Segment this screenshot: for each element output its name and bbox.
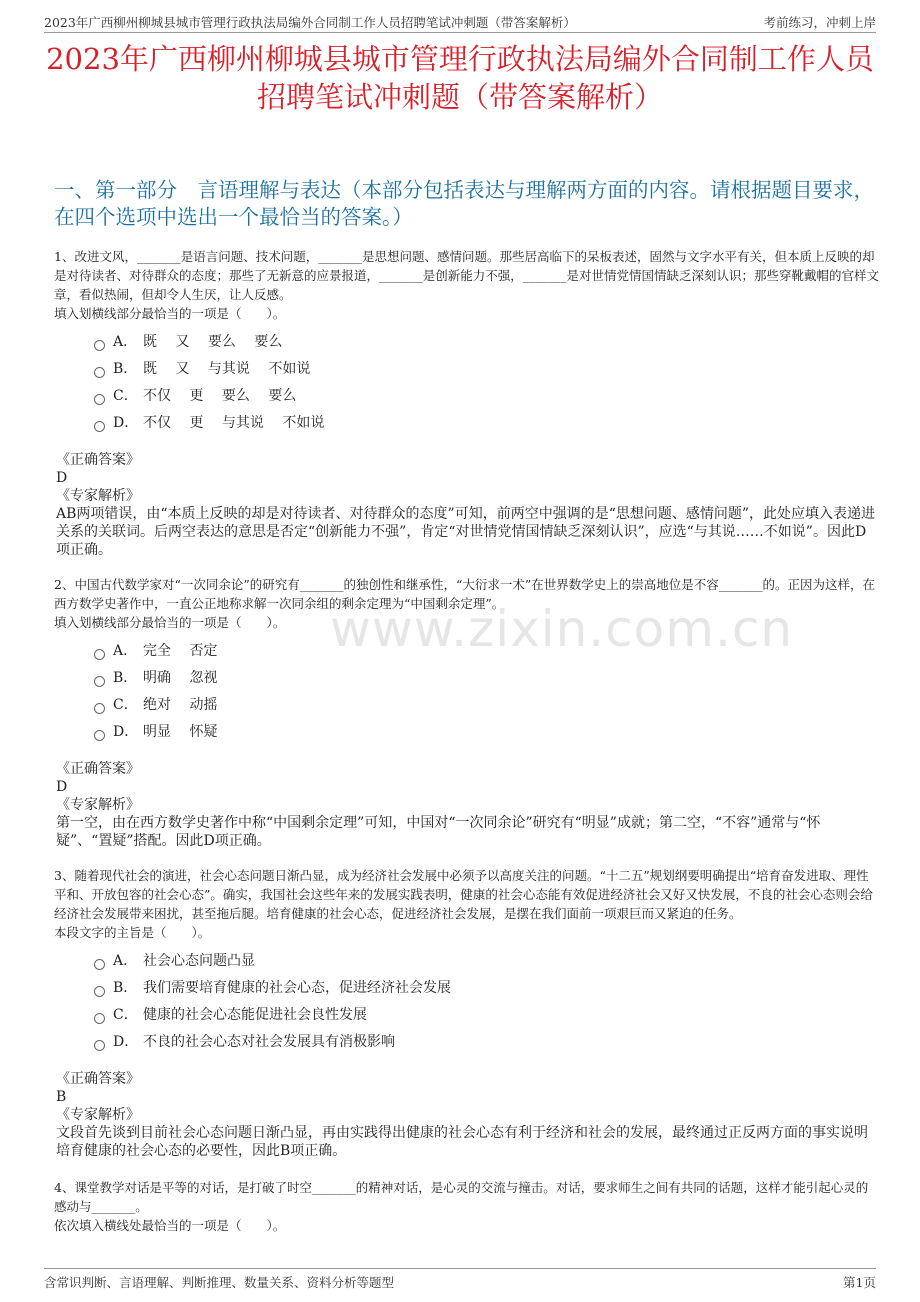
option-a[interactable] [94, 638, 880, 665]
answer-value: D [56, 470, 68, 486]
page-footer [44, 1268, 876, 1291]
radio-icon[interactable] [94, 367, 105, 378]
option-text: 既 又 与其说 不如说 [143, 361, 311, 377]
analysis-text: AB两项错误，由“本质上反映的却是对待读者、对待群众的态度”可知，前两空中强调的是“思想问题、感情问题”，此处应填入表递进关系的关联词。后两空表达的意思是否定“创新能力不强”，肯定“对世情党情国情缺乏深刻认识”，应选“与其说……不如说”。因此D项正确。 [56, 506, 876, 558]
option-text: 我们需要培育健康的社会心态，促进经济社会发展 [143, 980, 451, 996]
options-list [94, 638, 880, 746]
option-text: 完全 否定 [143, 643, 218, 659]
answer-label: 《正确答案》 [56, 761, 140, 777]
option-key: B． [113, 361, 138, 377]
analysis-text: 文段首先谈到目前社会心态问题日渐凸显，再由实践得出健康的社会心态有利于经济和社会的发展，最终通过正反两方面的事实说明培育健康的社会心态的必要性，因此B项正确。 [56, 1125, 868, 1159]
analysis-text: 第一空，由在西方数学史著作中称“中国剩余定理”可知，中国对“一次同余论”研究有“明显”成就；第二空，“不容”通常与“怀疑”、“置疑”搭配。因此D项正确。 [56, 815, 821, 849]
option-key: A． [113, 643, 138, 659]
options-list [94, 329, 880, 437]
option-text: 绝对 动摇 [143, 697, 218, 713]
answer-block-1 [56, 451, 876, 559]
option-c[interactable] [94, 692, 880, 719]
radio-icon[interactable] [94, 649, 105, 660]
question-prompt: 填入划横线部分最恰当的一项是（ ）。 [54, 306, 286, 321]
radio-icon[interactable] [94, 703, 105, 714]
header-slogan: 考前练习，冲刺上岸 [763, 15, 876, 30]
option-d[interactable] [94, 719, 880, 746]
option-text: 明显 怀疑 [143, 724, 218, 740]
page-number: 第1页 [843, 1275, 876, 1290]
question-stem: 2、中国古代数学家对“一次同余论”的研究有_______的独创性和继承性，“大衍求一术”在世界数学史上的崇高地位是不容_______的。正因为这样，在西方数学史著作中，一直公正地称求解一次同余组的剩余定理为“中国剩余定理”。 [54, 577, 876, 611]
answer-value: B [56, 1089, 67, 1105]
answer-block-2 [56, 760, 876, 850]
option-text: 明确 忽视 [143, 670, 218, 686]
option-a[interactable] [94, 948, 880, 975]
radio-icon[interactable] [94, 394, 105, 405]
option-text: 不仅 更 要么 要么 [143, 388, 297, 404]
option-key: C． [113, 697, 138, 713]
analysis-label: 《专家解析》 [56, 797, 140, 813]
question-prompt: 依次填入横线处最恰当的一项是（ ）。 [54, 1218, 286, 1233]
option-c[interactable] [94, 1002, 880, 1029]
analysis-label: 《专家解析》 [56, 488, 140, 504]
option-b[interactable] [94, 356, 880, 383]
option-text: 社会心态问题凸显 [143, 953, 255, 969]
answer-label: 《正确答案》 [56, 452, 140, 468]
radio-icon[interactable] [94, 986, 105, 997]
question-3 [54, 866, 880, 1056]
option-key: B． [113, 670, 138, 686]
watermark: www.zixin.com.cn [330, 600, 794, 658]
footer-question-types: 含常识判断、言语理解、判断推理、数量关系、资料分析等题型 [44, 1275, 395, 1290]
question-1 [54, 247, 880, 437]
radio-icon[interactable] [94, 340, 105, 351]
option-text: 既 又 要么 要么 [143, 334, 283, 350]
option-key: D． [113, 1034, 139, 1050]
radio-icon[interactable] [94, 730, 105, 741]
option-key: D． [113, 724, 139, 740]
option-key: B． [113, 980, 138, 996]
page-header [44, 10, 876, 33]
radio-icon[interactable] [94, 676, 105, 687]
document-title: 2023年广西柳州柳城县城市管理行政执法局编外合同制工作人员招聘笔试冲刺题（带答案解析） [46, 42, 874, 114]
option-d[interactable] [94, 410, 880, 437]
option-a[interactable] [94, 329, 880, 356]
question-stem: 4、课堂教学对话是平等的对话，是打破了时空_______的精神对话，是心灵的交流与撞击。对话，要求师生之间有共同的话题，这样才能引起心灵的感动与_______。 [54, 1180, 869, 1214]
answer-value: D [56, 779, 68, 795]
question-prompt: 填入划横线部分最恰当的一项是（ ）。 [54, 615, 286, 630]
option-b[interactable] [94, 975, 880, 1002]
option-key: A． [113, 953, 138, 969]
option-c[interactable] [94, 383, 880, 410]
option-text: 健康的社会心态能促进社会良性发展 [143, 1007, 367, 1023]
header-doc-title: 2023年广西柳州柳城县城市管理行政执法局编外合同制工作人员招聘笔试冲刺题（带答案解析） [44, 15, 576, 30]
answer-label: 《正确答案》 [56, 1071, 140, 1087]
option-d[interactable] [94, 1029, 880, 1056]
option-text: 不仅 更 与其说 不如说 [143, 415, 325, 431]
option-text: 不良的社会心态对社会发展具有消极影响 [143, 1034, 395, 1050]
option-key: D． [113, 415, 139, 431]
radio-icon[interactable] [94, 1040, 105, 1051]
question-2 [54, 575, 880, 746]
question-stem: 3、随着现代社会的演进，社会心态问题日渐凸显，成为经济社会发展中必须予以高度关注的问题。“十二五”规划纲要明确提出“培育奋发进取、理性平和、开放包容的社会心态”。确实，我国社会这些年来的发展实践表明，健康的社会心态能有效促进经济社会又好又快发展，不良的社会心态则会给经济社会发展带来困扰，甚至拖后腿。培育健康的社会心态，促进经济社会发展，是摆在我们面前一项艰巨而又紧迫的任务。 [54, 868, 873, 921]
section-heading: 一、第一部分 言语理解与表达（本部分包括表达与理解两方面的内容。请根据题目要求，在四个选项中选出一个最恰当的答案。） [54, 178, 874, 229]
radio-icon[interactable] [94, 959, 105, 970]
option-key: C． [113, 1007, 138, 1023]
answer-block-3 [56, 1070, 876, 1160]
radio-icon[interactable] [94, 1013, 105, 1024]
option-b[interactable] [94, 665, 880, 692]
options-list [94, 948, 880, 1056]
question-4 [54, 1178, 880, 1235]
option-key: C． [113, 388, 138, 404]
analysis-label: 《专家解析》 [56, 1107, 140, 1123]
question-prompt: 本段文字的主旨是（ ）。 [54, 925, 211, 940]
question-stem: 1、改进文风，_______是语言问题、技术问题，_______是思想问题、感情问题。那些居高临下的呆板表述，固然与文字水平有关，但本质上反映的却是对待读者、对待群众的态度；那些了无新意的应景报道，_______是创新能力不强，_______是对世情党情国情缺乏深刻认识；那些穿靴戴帽的官样文章，看似热闹，但却令人生厌，让人反感。 [54, 249, 880, 302]
radio-icon[interactable] [94, 421, 105, 432]
option-key: A． [113, 334, 138, 350]
